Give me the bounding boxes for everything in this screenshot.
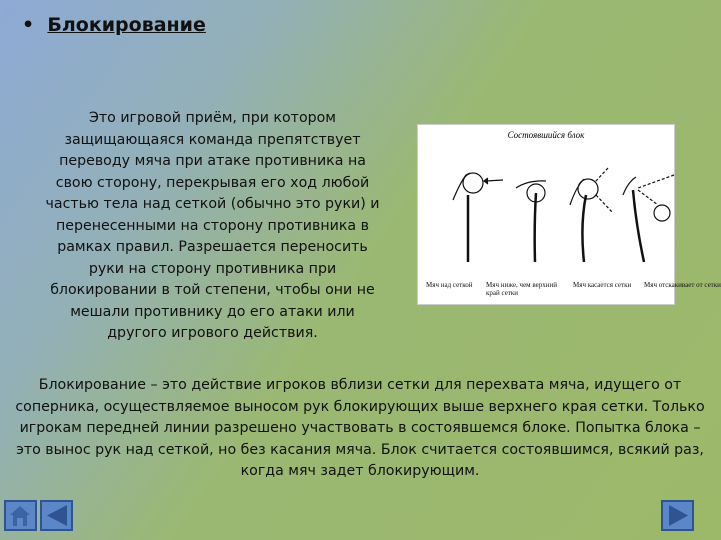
blocking-figure bbox=[417, 124, 721, 305]
body-text: Блокирование – это действие игроков вблизи сетки для перехвата мяча, идущего от соперника, осуществляемое выносом рук блокирующих выше верхнего края сетки. Только игрокам передней линии разрешено участвовать в состоявшемся блоке. Попытка блока – это вынос рук над сеткой, но без касания мяча. Блок считается состоявшимся, всякий раз, когда мяч задет блокирующим. bbox=[15, 377, 705, 479]
caption-4: Мяч отскакивает от сетки bbox=[644, 281, 721, 289]
title-text: Блокирование bbox=[47, 14, 206, 36]
intro-text: Это игровой приём, при котором защищающаяся команда препятствует переводу мяча при атаке противника на свою сторону, перекрывая его ход любой частью тела над сеткой (обычно это руки) и перенесенными на сторону противника в рамках правил. Разрешается переносить руки на сторону противника при блокировании в той степени, чтобы они не мешали противнику до его атаки или другого игрового действия. bbox=[45, 110, 380, 341]
arrow-right-icon bbox=[663, 502, 692, 529]
next-slide-button[interactable] bbox=[661, 500, 694, 531]
previous-slide-button[interactable] bbox=[40, 500, 73, 531]
caption-2: Мяч ниже, чем верхний край сетки bbox=[486, 281, 557, 297]
caption-1: Мяч над сеткой bbox=[426, 281, 473, 289]
arrow-left-icon bbox=[42, 502, 71, 529]
home-icon bbox=[6, 502, 35, 529]
slide-title bbox=[22, 14, 206, 36]
bullet: • bbox=[22, 14, 35, 36]
home-button[interactable] bbox=[4, 500, 37, 531]
caption-3: Мяч касается сетки bbox=[573, 281, 632, 289]
figure-title: Состоявшийся блок bbox=[507, 130, 585, 140]
